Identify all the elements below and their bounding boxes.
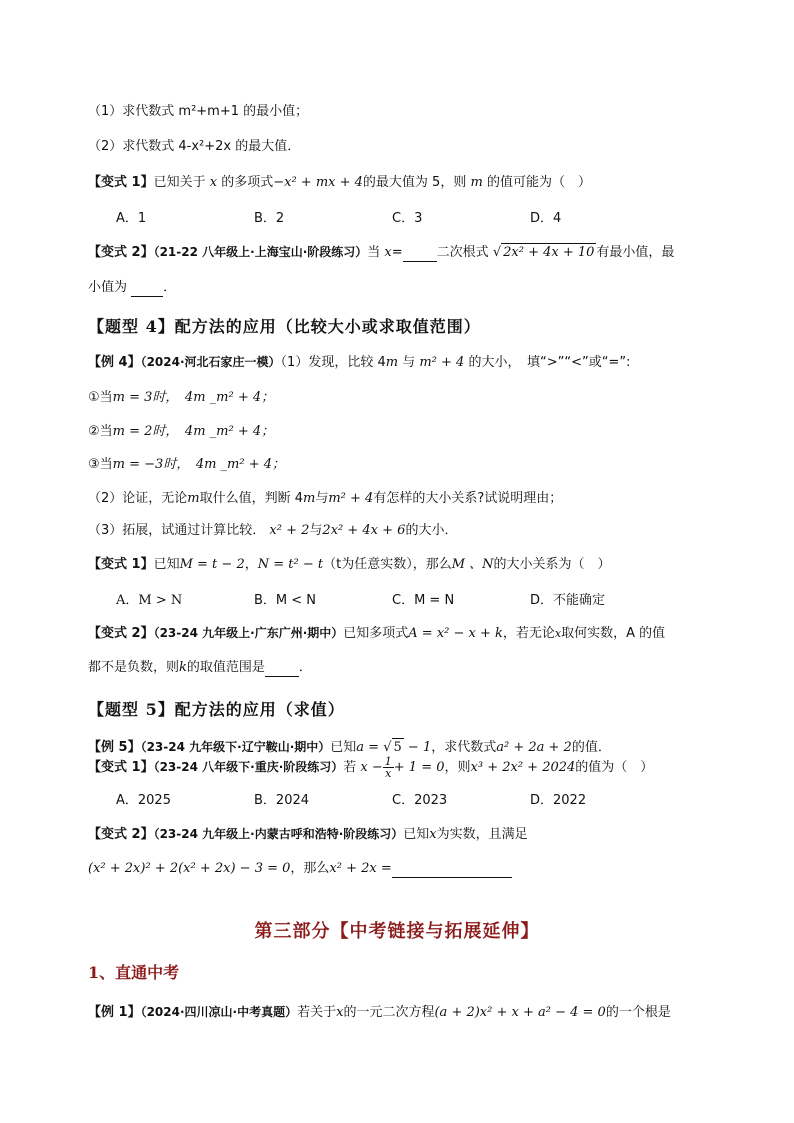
- text: （t为任意实数），那么: [323, 557, 452, 572]
- text: 取何实数，A 的值: [561, 626, 666, 641]
- case-2: [88, 423, 274, 441]
- radicand: 5: [393, 740, 402, 755]
- text: 的值为（ ）: [575, 760, 654, 775]
- math-expr: A = x² − x + k: [408, 626, 503, 641]
- math-var: k: [179, 660, 187, 675]
- source: （23-24 八年级下·重庆·阶段练习）: [153, 760, 344, 774]
- math-var: m: [385, 355, 399, 370]
- variant-5-2: [88, 825, 528, 844]
- text: ③当: [88, 457, 113, 472]
- math-expr: (x² + 2x)² + 2(x² + 2x) − 3 = 0: [88, 861, 291, 876]
- part-3-title: 第三部分【中考链接与拓展延伸】: [254, 921, 540, 942]
- text: 小值为: [88, 280, 128, 295]
- text: 的值．: [571, 740, 611, 755]
- text: 二次根式: [436, 245, 489, 260]
- text: ．: [163, 280, 177, 295]
- case-1: [88, 389, 274, 407]
- variant-tag: 【变式 2】: [88, 827, 154, 842]
- text: 已知: [153, 557, 180, 572]
- source: （23-24 九年级上·广东广州·期中）: [153, 626, 344, 640]
- text: ，若无论: [502, 626, 555, 641]
- variant-1: [88, 174, 591, 192]
- math-expr: m = 3: [112, 390, 153, 405]
- text: 取什么值，判断 4: [199, 491, 304, 506]
- text: 的大小关系为（ ）: [493, 557, 611, 572]
- math-var: x: [384, 245, 392, 260]
- variant-4-1: 【变式 1】已知M = t − 2，N = t² − t（t为任意实数），那么M 、N的大小关系为（ ）: [88, 557, 611, 572]
- text: ，求代数式: [431, 740, 497, 755]
- math-var: x: [554, 627, 562, 640]
- source: （23-24 九年级上·内蒙古呼和浩特·阶段练习）: [153, 827, 404, 841]
- text: 的大小．: [405, 523, 458, 538]
- math-expr: −x² + mx + 4: [273, 175, 363, 190]
- math-expr: 时， 4m _m² + 4；: [152, 390, 275, 405]
- answer-blank: [265, 662, 299, 677]
- variant-tag: 【变式 1】: [88, 760, 154, 775]
- text: 已知关于: [153, 175, 206, 190]
- text: 当: [367, 245, 381, 260]
- option-a: A．1: [116, 211, 147, 226]
- type-5-heading: 【题型 5】配方法的应用（求值）: [88, 700, 345, 719]
- text: 为实数，且满足: [436, 827, 528, 842]
- text: 的最大值为 5，则: [362, 175, 467, 190]
- text: 的值可能为（ ）: [486, 175, 591, 190]
- math-expr: M = t − 2: [179, 557, 245, 572]
- question-2: （2）求代数式 4-x²+2x 的最大值．: [88, 139, 301, 154]
- math-expr: x −: [360, 760, 383, 775]
- text: 都不是负数，则: [88, 660, 180, 675]
- variant-5-1-options: [116, 789, 586, 808]
- example-4-part-3: [88, 522, 457, 540]
- answer-blank: [131, 282, 163, 297]
- example-4-part-2: [88, 490, 562, 508]
- math-var: m: [303, 491, 316, 506]
- example-5: 【例 5】（23-24 九年级下·辽宁鞍山·期中）已知a = √ 5 − 1，求代数式a² + 2a + 2的值．: [88, 740, 611, 755]
- math-expr: m = 2: [112, 424, 153, 439]
- text: 的多项式: [221, 175, 274, 190]
- text: 有怎样的大小关系?试说明理由；: [373, 491, 563, 506]
- math-var: x: [209, 175, 218, 190]
- math-expr: + 1 = 0: [393, 760, 445, 775]
- text: （3）拓展，试通过计算比较．: [88, 523, 266, 538]
- option-d: D．2022: [530, 793, 587, 808]
- example-4: [88, 353, 630, 372]
- question-1: （1）求代数式 m²+m+1 的最小值；: [88, 104, 309, 119]
- math-expr: 时， 4m _m² + 4；: [152, 424, 275, 439]
- math-expr: N = t² − t: [257, 557, 324, 572]
- math-expr: − 1: [403, 740, 432, 755]
- text: 已知多项式: [343, 626, 409, 641]
- radicand: 2x² + 4x + 10: [503, 245, 595, 260]
- math-var: m: [470, 175, 483, 190]
- text: 若关于: [297, 1005, 337, 1020]
- text: 与: [402, 355, 416, 370]
- variant-5-1: [88, 752, 653, 782]
- variant-4-1-options: [116, 589, 605, 608]
- variant-2: 【变式 2】（21-22 八年级上·上海宝山·阶段练习）当 x= 二次根式 √ 2x² + 4x + 10 有最小值，最: [88, 245, 675, 260]
- option-d: D．不能确定: [530, 593, 606, 608]
- variant-tag: 【变式 1】: [88, 175, 154, 190]
- text: ①当: [88, 390, 113, 405]
- math-expr: a² + 2a + 2: [496, 740, 572, 755]
- text: ．: [298, 660, 312, 675]
- case-3: [88, 456, 285, 474]
- variant-tag: 【变式 1】: [88, 557, 154, 572]
- math-expr: m = −3: [112, 457, 164, 472]
- text: ，则: [444, 760, 471, 775]
- variant-4-2: [88, 624, 665, 643]
- exam-example-1: [88, 1003, 671, 1022]
- math-expr: M 、N: [451, 557, 494, 572]
- option-a: A．2025: [116, 793, 171, 808]
- math-expr: x³ + 2x² + 2024: [470, 760, 576, 775]
- math-expr: m² + 4: [419, 355, 465, 370]
- option-c: C．M = N: [392, 593, 455, 608]
- text: =: [391, 245, 403, 260]
- source: （2024·河北石家庄一模）: [140, 355, 281, 369]
- math-expr: (a + 2)x² + x + a² − 4 = 0: [434, 1005, 606, 1020]
- text: ②当: [88, 424, 113, 439]
- text: 已知: [403, 827, 430, 842]
- option-c: C．2023: [392, 793, 448, 808]
- answer-blank: [392, 863, 512, 878]
- option-b: B．2: [254, 211, 285, 226]
- variant-2-line2: [88, 279, 176, 297]
- math-expr: a =: [356, 740, 384, 755]
- text: 的取值范围是: [186, 660, 265, 675]
- example-tag: 【例 1】: [88, 1005, 141, 1020]
- math-expr: 时， 4m _m² + 4；: [163, 457, 286, 472]
- variant-tag: 【变式 2】: [88, 626, 154, 641]
- text: 与: [309, 523, 323, 538]
- math-var: x: [429, 827, 437, 842]
- option-b: B．M < N: [254, 593, 317, 608]
- math-var: m: [187, 491, 200, 506]
- source: （23-24 九年级下·辽宁鞍山·期中）: [140, 740, 331, 754]
- source: （2024·四川凉山·中考真题）: [140, 1005, 298, 1019]
- fraction: [383, 756, 394, 779]
- math-expr: 2x² + 4x + 6: [322, 523, 406, 538]
- variant-1-options: [116, 207, 561, 226]
- math-expr: x² + 2: [269, 523, 310, 538]
- text: 的一元二次方程: [343, 1005, 435, 1020]
- source: （21-22 八年级上·上海宝山·阶段练习）: [153, 245, 368, 259]
- section-1-title: 1、直通中考: [88, 963, 180, 982]
- math-expr: m² + 4: [328, 491, 374, 506]
- variant-tag: 【变式 2】: [88, 245, 154, 260]
- option-d: D．4: [530, 211, 562, 226]
- text: ，那么: [290, 861, 330, 876]
- answer-blank: [403, 247, 437, 262]
- math-var: x: [336, 1005, 344, 1020]
- option-a: A．M > N: [116, 593, 183, 608]
- variant-4-2-line2: [88, 659, 312, 677]
- text: （2）论证，无论: [88, 491, 188, 506]
- text: （1）发现，比较 4: [280, 355, 386, 370]
- text: 若: [343, 760, 357, 775]
- variant-5-2-line2: [88, 860, 512, 878]
- text: 已知: [330, 740, 357, 755]
- text: 的一个根是: [605, 1005, 671, 1020]
- text: 的大小， 填“>”“<”或“=”:: [468, 355, 631, 370]
- example-tag: 【例 4】: [88, 355, 141, 370]
- example-tag: 【例 5】: [88, 740, 141, 755]
- fraction-numerator: 1: [384, 755, 392, 768]
- text: 有最小值，最: [596, 245, 675, 260]
- fraction-denominator: x: [385, 767, 392, 780]
- type-4-heading: 【题型 4】配方法的应用（比较大小或求取值范围）: [88, 317, 481, 336]
- math-expr: x² + 2x =: [329, 861, 392, 876]
- option-b: B．2024: [254, 793, 310, 808]
- text: 与: [315, 491, 329, 506]
- option-c: C．3: [392, 211, 423, 226]
